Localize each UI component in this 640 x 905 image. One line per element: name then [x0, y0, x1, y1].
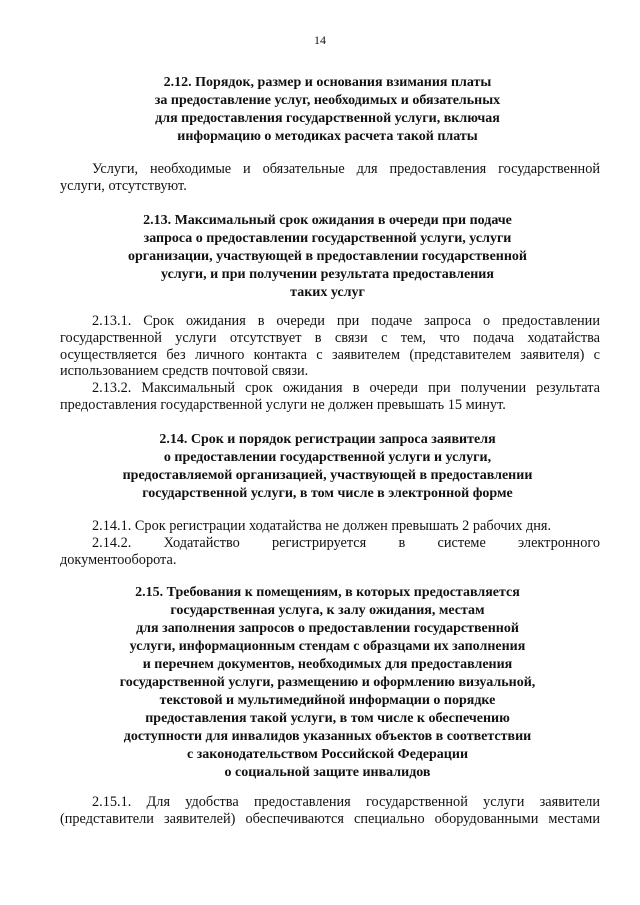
section-2-12-body: Услуги, необходимые и обязательные для предоставления государственной услуги, отсутствуют. — [60, 161, 600, 194]
paragraph-2-13-2: 2.13.2. Максимальный срок ожидания в очереди при получении результата предоставления государственной услуги не должен превышать 15 минут. — [60, 380, 600, 413]
paragraph-2-14-2: 2.14.2. Ходатайство регистрируется в системе электронного документооборота. — [60, 535, 600, 568]
paragraph-2-13-1: 2.13.1. Срок ожидания в очереди при подаче запроса о предоставлении государственной услуги отсутствует в связи с тем, что подача ходатайства осуществляется без личного контакта с заявителем (представителем заявителя) с использованием средств почтовой связи. — [60, 313, 600, 380]
page-number: 14 — [314, 33, 326, 47]
section-2-12-heading: 2.12. Порядок, размер и основания взимания платы за предоставление услуг, необходимых и обязательных для предоставления государственной услуги, включая информацию о методиках расчета такой платы — [154, 75, 501, 144]
section-2-15-heading: 2.15. Требования к помещениям, в которых предоставляется государственная услуга, к залу ожидания, местам для заполнения запросов о предоставлении государственной услуги, информационным стендам с образцами их заполнения и перечнем документов, необходимых для предоставления государственной услуги, размещению и оформлению визуальной, текстовой и мультимедийной информации о порядке предоставления такой услуги, в том числе к обеспечению доступности для инвалидов указанных объектов в соответствии с законодательством Российской Федерации о социальной защите инвалидов — [119, 585, 536, 780]
section-2-13-heading: 2.13. Максимальный срок ожидания в очереди при подаче запроса о предоставлении государственной услуги, услуги организации, участвующей в предоставлении государственной услуги, и при получении результата предоставления таких услуг — [128, 213, 527, 300]
paragraph-2-14-1: 2.14.1. Срок регистрации ходатайства не должен превышать 2 рабочих дня. — [92, 518, 552, 534]
paragraph-2-15-1: 2.15.1. Для удобства предоставления государственной услуги заявители (представители заявителей) обеспечиваются специально оборудованными местами — [60, 794, 600, 827]
section-2-14-heading: 2.14. Срок и порядок регистрации запроса заявителя о предоставлении государственной услуги и услуги, предоставляемой организацией, участвующей в предоставлении государственной услуги, в том числе в электронной форме — [122, 432, 533, 501]
